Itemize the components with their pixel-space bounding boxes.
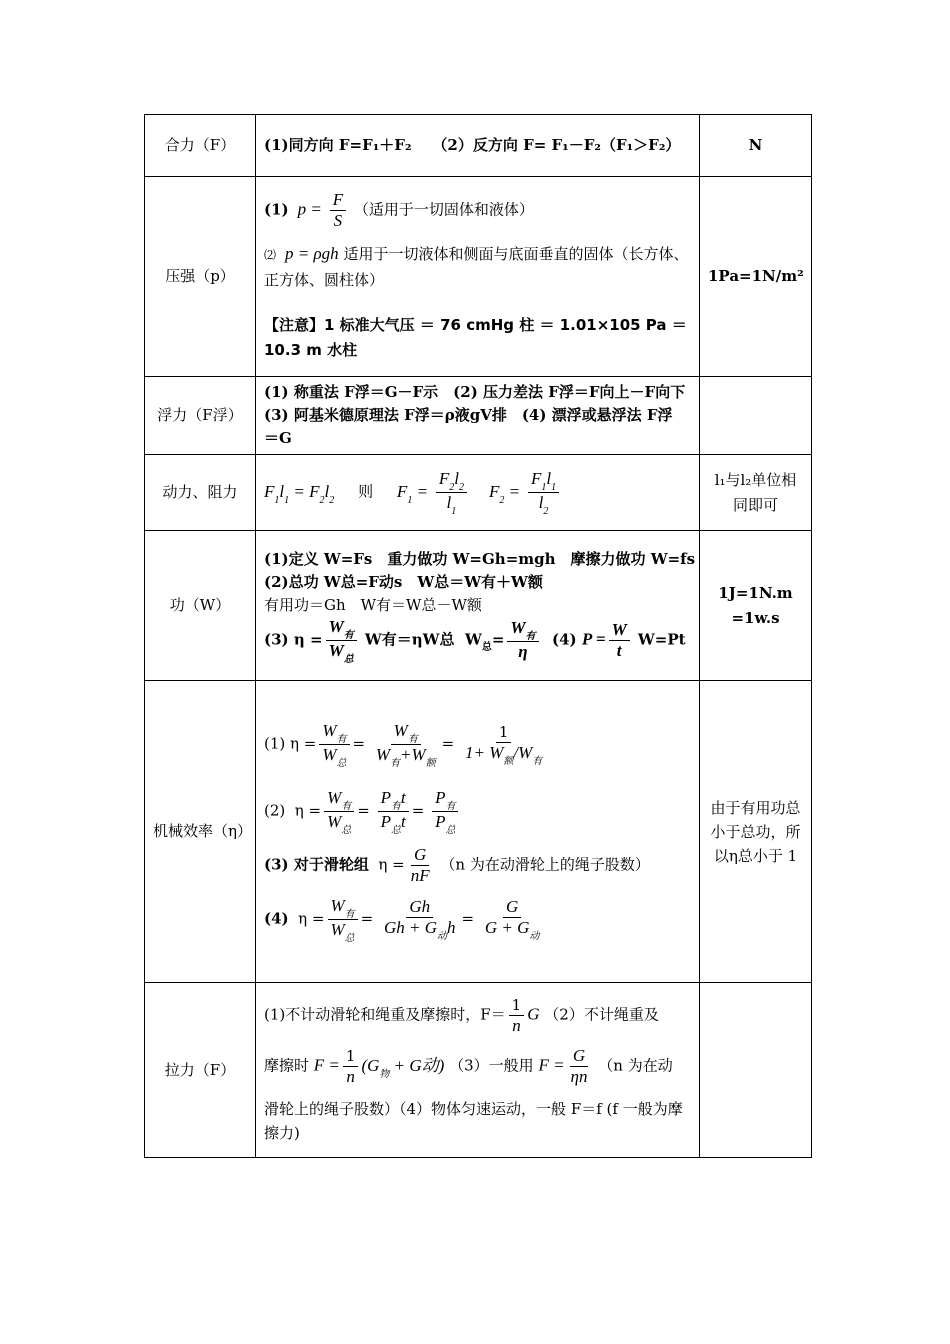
unit-cell (700, 377, 812, 455)
row-work (145, 531, 812, 681)
then-label: 则 (358, 482, 374, 501)
efficiency-formula-2: (2) η = $\frac{W_有}{W_总}$ = $\frac{P_有t}{P_总t}$ = $\frac{P_有}{P_总}$ (264, 788, 691, 835)
formula-cell: $F_1l_1 = F_2l_2$ 则 $F_1$ = $\frac{F_2l_2}{l_1}$ $F_2$ = $\frac{F_1l_1}{l_2}$ (256, 455, 700, 531)
tension-formula-2: 摩擦时 F = $\frac{1}{n}$ ($G_物 + G$动) （3）一般用 F = $\frac{G}{\eta n}$ （n 为在动 (264, 1046, 673, 1086)
formula-buoyancy-3: ＝G (264, 429, 292, 447)
quantity-name: 功（W） (145, 531, 256, 681)
lever-equation: $F_1l_1 = F_2l_2$ (264, 481, 335, 506)
row-buoyancy (145, 377, 812, 455)
formula-buoyancy-2: (3) 阿基米德原理法 F浮＝ρ液gV排 (4) 漂浮或悬浮法 F浮 (264, 406, 673, 424)
quantity-name: 浮力（F浮） (145, 377, 256, 455)
fraction: $\frac{F}{S}$ (330, 190, 346, 231)
row-efficiency (145, 681, 812, 983)
formula-cell (256, 115, 700, 177)
work-definition: (1)定义 W=Fs 重力做功 W=Gh=mgh 摩擦力做功 W=fs (264, 549, 696, 568)
formula-cell (256, 377, 700, 455)
formula-opposite-direction: （2）反方向 F= F₁－F₂（F₁＞F₂） (432, 136, 681, 154)
unit-cell: l₁与l₂单位相同即可 (700, 455, 812, 531)
row-resultant-force (145, 115, 812, 177)
work-useful: 有用功＝Gh W有＝W总－W额 (264, 595, 482, 614)
quantity-name: 动力、阻力 (145, 455, 256, 531)
efficiency-formula-1: (1) η = $\frac{W_有}{W_总}$ = $\frac{W_有}{W_有+W_额}$ = $\frac{1}{1+ W_额/W_有}$ (264, 720, 543, 769)
formula-cell (256, 177, 700, 377)
row-pressure (145, 177, 812, 377)
row-tension (145, 983, 812, 1158)
efficiency-formula-3: (3) 对于滑轮组 η = $\frac{G}{nF}$ （n 为在动滑轮上的绳子股数） (264, 844, 650, 885)
efficiency-formula-4: (4) η = $\frac{W_有}{W_总}$ = $\frac{Gh}{Gh + G_动h}$ = $\frac{G}{G + G_动}$ (264, 895, 540, 944)
formula-cell (256, 531, 700, 681)
unit-cell: 由于有用功总小于总功，所以η总小于 1 (700, 681, 812, 983)
formula-table (144, 114, 812, 1158)
formula-cell (256, 983, 700, 1158)
quantity-name: 压强（p） (145, 177, 256, 377)
unit-cell: N (700, 115, 812, 177)
quantity-name: 拉力（F） (145, 983, 256, 1158)
quantity-name: 合力（F） (145, 115, 256, 177)
tension-formula-1: (1)不计动滑轮和绳重及摩擦时，F＝ $\frac{1}{n}$ G （2）不计绳重及 (264, 996, 659, 1035)
work-total: (2)总功 W总=F动s W总＝W有＋W额 (264, 572, 543, 591)
unit-cell: 1J=1N.m =1w.s (700, 531, 812, 681)
formula-same-direction: (1)同方向 F=F₁＋F₂ (264, 136, 412, 154)
work-efficiency: (3) η = $\frac{W_有}{W_总}$ W有＝ηW总 $W_总=$ $\frac{W_有}{\eta}$ (4) P = $\frac{W}{t}$ W=Pt (264, 616, 686, 665)
row-lever (145, 455, 812, 531)
fraction: $\frac{F_2l_2}{l_1}$ (436, 469, 467, 516)
unit-cell (700, 983, 812, 1158)
formula-pressure-general: (1) p = $\frac{F}{S}$ （适用于一切固体和液体） (264, 190, 534, 230)
unit-cell: 1Pa=1N/m² (700, 177, 812, 377)
fraction: $\frac{F_1l_1}{l_2}$ (528, 469, 559, 516)
formula-pressure-liquid: ⑵ p = ρgh 适用于一切液体和侧面与底面垂直的固体（长方体、正方体、圆柱体） (264, 244, 689, 289)
formula-cell (256, 681, 700, 983)
quantity-name: 机械效率（η） (145, 681, 256, 983)
formula-buoyancy-1: (1) 称重法 F浮＝G－F示 (2) 压力差法 F浮＝F向上－F向下 (264, 383, 686, 401)
atmosphere-note: 【注意】1 标准大气压 ＝ 76 cmHg 柱 ＝ 1.01×105 Pa ＝ 10.3 m 水柱 (264, 316, 687, 359)
tension-formula-3: 滑轮上的绳子股数）（4）物体匀速运动，一般 F＝f (f 一般为摩擦力) (264, 1100, 683, 1142)
